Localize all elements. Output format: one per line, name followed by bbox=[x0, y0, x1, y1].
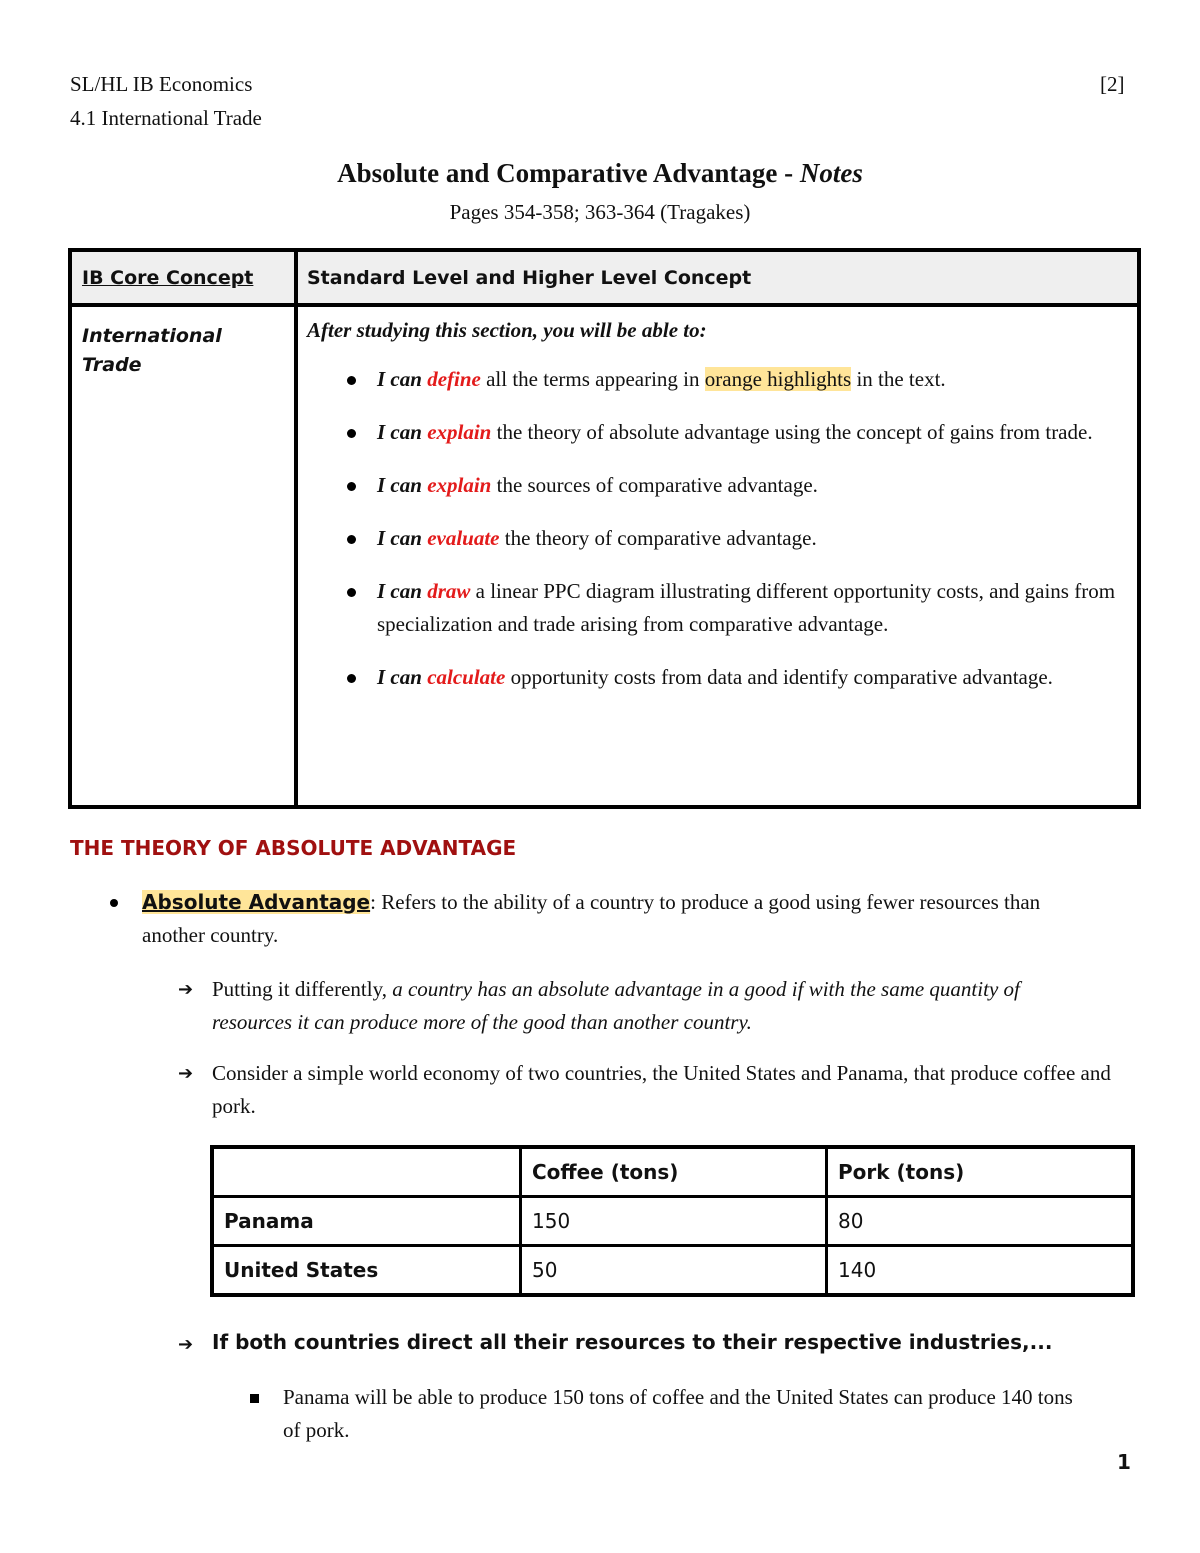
orange-highlight: orange highlights bbox=[704, 367, 852, 391]
scenario-statement: If both countries direct all their resources to their respective industries,... bbox=[212, 1330, 1053, 1354]
title-italic: Notes bbox=[799, 158, 863, 188]
bullet-icon bbox=[347, 482, 356, 491]
title-main: Absolute and Comparative Advantage - bbox=[337, 158, 800, 188]
absolute-advantage-term: Absolute Advantage bbox=[142, 890, 371, 914]
course-title: SL/HL IB Economics bbox=[70, 72, 253, 96]
table-header-cell: Coffee (tons) bbox=[521, 1147, 827, 1197]
table-header-row bbox=[212, 1147, 1133, 1197]
page-number: 1 bbox=[1117, 1450, 1131, 1474]
concept-table bbox=[68, 248, 1141, 809]
objective-item: I can explain the theory of absolute advantage using the concept of gains from trade. bbox=[307, 416, 1137, 449]
table-header-cell: Pork (tons) bbox=[827, 1147, 1134, 1197]
table-header-cell bbox=[212, 1147, 521, 1197]
bullet-icon bbox=[347, 674, 356, 683]
page-marker: [2] bbox=[1100, 72, 1125, 96]
concept-table-divider bbox=[294, 252, 298, 805]
objective-item: I can evaluate the theory of comparative advantage. bbox=[307, 522, 1137, 555]
production-table bbox=[210, 1145, 1135, 1297]
table-cell: United States bbox=[212, 1246, 521, 1296]
core-concept-header: IB Core Concept bbox=[82, 267, 254, 289]
example-intro: Consider a simple world economy of two countries, the United States and Panama, that produce coffee and pork. bbox=[212, 1061, 1111, 1118]
document-title bbox=[0, 158, 1200, 189]
arrow-icon: ➔ bbox=[178, 1334, 194, 1355]
objective-item: I can calculate opportunity costs from data and identify comparative advantage. bbox=[307, 661, 1137, 694]
arrow-icon: ➔ bbox=[178, 1063, 194, 1084]
unit-title: 4.1 International Trade bbox=[70, 106, 262, 130]
bullet-icon bbox=[347, 535, 356, 544]
core-concept-line1: International bbox=[82, 325, 222, 347]
square-bullet-icon bbox=[250, 1394, 259, 1403]
bullet-icon bbox=[347, 588, 356, 597]
absolute-advantage-definition: Absolute Advantage: Refers to the ability of a country to produce a good using fewer resources than another country. bbox=[142, 890, 1041, 947]
table-row bbox=[212, 1246, 1133, 1296]
table-cell: Panama bbox=[212, 1197, 521, 1246]
core-concept-line2: Trade bbox=[82, 354, 142, 376]
arrow-icon: ➔ bbox=[178, 979, 194, 1000]
objective-item: I can define all the terms appearing in orange highlights in the text. bbox=[307, 363, 1137, 396]
bullet-icon bbox=[110, 899, 118, 907]
table-cell: 80 bbox=[827, 1197, 1134, 1246]
core-concept-cell bbox=[82, 322, 222, 380]
objective-item: I can explain the sources of comparative advantage. bbox=[307, 469, 1137, 502]
objectives-list bbox=[307, 318, 1137, 714]
bullet-icon bbox=[347, 429, 356, 438]
scenario-result: Panama will be able to produce 150 tons of coffee and the United States can produce 140 tons of pork. bbox=[283, 1385, 1073, 1442]
table-row bbox=[212, 1197, 1133, 1246]
page-reference: Pages 354-358; 363-364 (Tragakes) bbox=[449, 200, 751, 224]
objectives-intro: After studying this section, you will be able to: bbox=[307, 318, 707, 342]
table-cell: 150 bbox=[521, 1197, 827, 1246]
absolute-advantage-restated: Putting it differently, a country has an absolute advantage in a good if with the same quantity of resources it can produce more of the good than another country. bbox=[212, 977, 1020, 1034]
bullet-icon bbox=[347, 376, 356, 385]
table-cell: 140 bbox=[827, 1246, 1134, 1296]
level-concept-header: Standard Level and Higher Level Concept bbox=[307, 267, 752, 289]
objective-item: I can draw a linear PPC diagram illustrating different opportunity costs, and gains from specialization and trade arising from comparative advantage. bbox=[307, 575, 1137, 641]
section-heading: THE THEORY OF ABSOLUTE ADVANTAGE bbox=[70, 836, 517, 860]
table-cell: 50 bbox=[521, 1246, 827, 1296]
